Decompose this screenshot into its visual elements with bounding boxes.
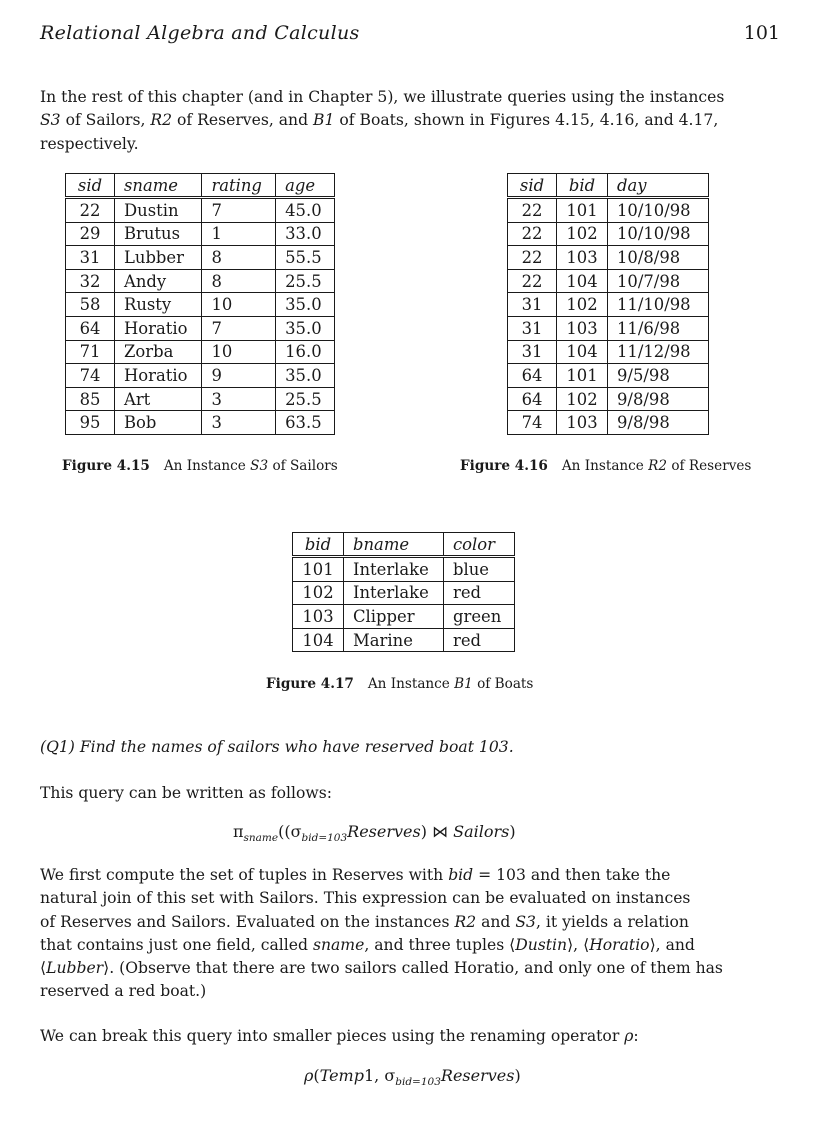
table-cell: 8 bbox=[202, 246, 276, 270]
table-cell: 102 bbox=[293, 581, 344, 605]
table-cell: 22 bbox=[508, 222, 557, 246]
table-row bbox=[293, 628, 515, 652]
table-row bbox=[66, 387, 335, 411]
table-cell: 10/10/98 bbox=[608, 198, 709, 223]
table-cell: blue bbox=[444, 557, 515, 582]
table-cell: 11/10/98 bbox=[608, 293, 709, 317]
table-row bbox=[508, 269, 709, 293]
table-row bbox=[508, 387, 709, 411]
table-cell: Lubber bbox=[115, 246, 202, 270]
table-row bbox=[508, 364, 709, 388]
table-cell: Art bbox=[115, 387, 202, 411]
renaming-paragraph: We can break this query into smaller pieces using the renaming operator ρ: bbox=[40, 1027, 639, 1045]
table-row bbox=[293, 581, 515, 605]
table-cell: 45.0 bbox=[276, 198, 335, 223]
table-row bbox=[66, 246, 335, 270]
table-row bbox=[66, 269, 335, 293]
table-cell: 22 bbox=[508, 246, 557, 270]
running-title: Relational Algebra and Calculus bbox=[40, 22, 360, 44]
table-cell: 31 bbox=[508, 316, 557, 340]
column-header: bid bbox=[557, 174, 608, 198]
table-cell: 33.0 bbox=[276, 222, 335, 246]
table-cell: 8 bbox=[202, 269, 276, 293]
table-row bbox=[508, 411, 709, 435]
table-cell: 102 bbox=[557, 222, 608, 246]
sailors-rows bbox=[66, 198, 335, 435]
table-header-row bbox=[508, 174, 709, 198]
table-cell: 63.5 bbox=[276, 411, 335, 435]
table-cell: 10/8/98 bbox=[608, 246, 709, 270]
formula-projection-join: $\pi_{sname}((\sigma_{bid=103}Reserves)$ ⋈ Sailors) bbox=[233, 822, 516, 845]
table-cell: 35.0 bbox=[276, 364, 335, 388]
table-cell: Bob bbox=[115, 411, 202, 435]
table-cell: 16.0 bbox=[276, 340, 335, 364]
table-cell: 9/8/98 bbox=[608, 411, 709, 435]
table-cell: red bbox=[444, 581, 515, 605]
table-cell: 74 bbox=[66, 364, 115, 388]
table-cell: Rusty bbox=[115, 293, 202, 317]
table-cell: Interlake bbox=[344, 557, 444, 582]
table-cell: 103 bbox=[293, 605, 344, 629]
table-cell: 25.5 bbox=[276, 269, 335, 293]
column-header: day bbox=[608, 174, 709, 198]
table-cell: red bbox=[444, 628, 515, 652]
column-header: bname bbox=[344, 533, 444, 557]
table-cell: Andy bbox=[115, 269, 202, 293]
table-cell: 3 bbox=[202, 387, 276, 411]
column-header: color bbox=[444, 533, 515, 557]
table-cell: 85 bbox=[66, 387, 115, 411]
table-header-row bbox=[66, 174, 335, 198]
boats-table bbox=[292, 532, 515, 652]
paragraph-written-as: This query can be written as follows: bbox=[40, 784, 332, 802]
formula-renaming: ρ(Temp1, $\sigma_{bid=103}Reserves$) bbox=[304, 1066, 521, 1089]
figure-caption-sailors: Figure 4.15 An Instance S3 of Sailors bbox=[62, 458, 338, 474]
boats-rows bbox=[293, 557, 515, 652]
table-cell: 64 bbox=[66, 316, 115, 340]
table-cell: 71 bbox=[66, 340, 115, 364]
explanation-paragraph: We first compute the set of tuples in Reserves with bid = 103 and then take the natural join of this set with Sailors. This expression can be evaluated on instances of Reserves and Sailors. Evaluated on the instances R2 and S3, it yields a relation that contains just one field, called sname, and three tuples ⟨Dustin⟩, ⟨Horatio⟩, and ⟨Lubber⟩. (Observe that there are two sailors called Horatio, and only one of them has reserved a red boat.) bbox=[40, 866, 723, 1001]
table-row bbox=[66, 340, 335, 364]
table-cell: 7 bbox=[202, 316, 276, 340]
table-row bbox=[508, 293, 709, 317]
table-cell: 74 bbox=[508, 411, 557, 435]
reserves-table bbox=[507, 173, 709, 435]
table-cell: 101 bbox=[293, 557, 344, 582]
table-row bbox=[508, 316, 709, 340]
table-row bbox=[508, 340, 709, 364]
table-row bbox=[66, 411, 335, 435]
table-cell: 22 bbox=[508, 198, 557, 223]
column-header: sname bbox=[115, 174, 202, 198]
table-row bbox=[508, 222, 709, 246]
table-cell: 9 bbox=[202, 364, 276, 388]
reserves-rows bbox=[508, 198, 709, 435]
table-cell: 55.5 bbox=[276, 246, 335, 270]
table-cell: 10 bbox=[202, 293, 276, 317]
table-cell: 9/8/98 bbox=[608, 387, 709, 411]
table-cell: 35.0 bbox=[276, 293, 335, 317]
table-cell: 25.5 bbox=[276, 387, 335, 411]
table-cell: 103 bbox=[557, 411, 608, 435]
table-cell: 3 bbox=[202, 411, 276, 435]
table-cell: 22 bbox=[508, 269, 557, 293]
table-cell: 58 bbox=[66, 293, 115, 317]
page-number: 101 bbox=[743, 22, 780, 44]
table-cell: Horatio bbox=[115, 316, 202, 340]
table-cell: Marine bbox=[344, 628, 444, 652]
column-header: bid bbox=[293, 533, 344, 557]
table-cell: 10/7/98 bbox=[608, 269, 709, 293]
intro-paragraph: In the rest of this chapter (and in Chapter 5), we illustrate queries using the instances S3 of Sailors, R2 of Reserves, and B1 of Boats, shown in Figures 4.15, 4.16, and 4.17, respectively. bbox=[40, 88, 725, 153]
table-cell: 22 bbox=[66, 198, 115, 223]
table-cell: Horatio bbox=[115, 364, 202, 388]
table-cell: 29 bbox=[66, 222, 115, 246]
query-q1: (Q1) Find the names of sailors who have reserved boat 103. bbox=[40, 738, 514, 756]
figure-caption-reserves: Figure 4.16 An Instance R2 of Reserves bbox=[460, 458, 752, 474]
table-cell: 101 bbox=[557, 198, 608, 223]
table-cell: 104 bbox=[557, 340, 608, 364]
table-cell: Clipper bbox=[344, 605, 444, 629]
table-row bbox=[66, 293, 335, 317]
table-cell: 10 bbox=[202, 340, 276, 364]
table-cell: 10/10/98 bbox=[608, 222, 709, 246]
column-header: sid bbox=[66, 174, 115, 198]
table-cell: 101 bbox=[557, 364, 608, 388]
table-cell: Zorba bbox=[115, 340, 202, 364]
table-row bbox=[293, 557, 515, 582]
table-cell: 104 bbox=[293, 628, 344, 652]
table-cell: green bbox=[444, 605, 515, 629]
table-cell: 7 bbox=[202, 198, 276, 223]
table-cell: 35.0 bbox=[276, 316, 335, 340]
figure-caption-boats: Figure 4.17 An Instance B1 of Boats bbox=[266, 676, 534, 692]
table-cell: 95 bbox=[66, 411, 115, 435]
table-row bbox=[66, 222, 335, 246]
table-cell: 103 bbox=[557, 246, 608, 270]
sailors-table bbox=[65, 173, 335, 435]
column-header: sid bbox=[508, 174, 557, 198]
table-row bbox=[508, 198, 709, 223]
table-cell: Dustin bbox=[115, 198, 202, 223]
table-row bbox=[66, 198, 335, 223]
table-cell: 64 bbox=[508, 387, 557, 411]
table-cell: 11/6/98 bbox=[608, 316, 709, 340]
table-row bbox=[293, 605, 515, 629]
column-header: rating bbox=[202, 174, 276, 198]
table-cell: Interlake bbox=[344, 581, 444, 605]
table-row bbox=[66, 316, 335, 340]
table-row bbox=[66, 364, 335, 388]
table-cell: 9/5/98 bbox=[608, 364, 709, 388]
table-cell: 11/12/98 bbox=[608, 340, 709, 364]
table-cell: 103 bbox=[557, 316, 608, 340]
table-cell: 64 bbox=[508, 364, 557, 388]
table-cell: Brutus bbox=[115, 222, 202, 246]
table-cell: 104 bbox=[557, 269, 608, 293]
table-cell: 31 bbox=[66, 246, 115, 270]
column-header: age bbox=[276, 174, 335, 198]
table-cell: 31 bbox=[508, 293, 557, 317]
table-cell: 102 bbox=[557, 293, 608, 317]
table-cell: 31 bbox=[508, 340, 557, 364]
table-header-row bbox=[293, 533, 515, 557]
table-cell: 1 bbox=[202, 222, 276, 246]
table-cell: 32 bbox=[66, 269, 115, 293]
table-row bbox=[508, 246, 709, 270]
table-cell: 102 bbox=[557, 387, 608, 411]
